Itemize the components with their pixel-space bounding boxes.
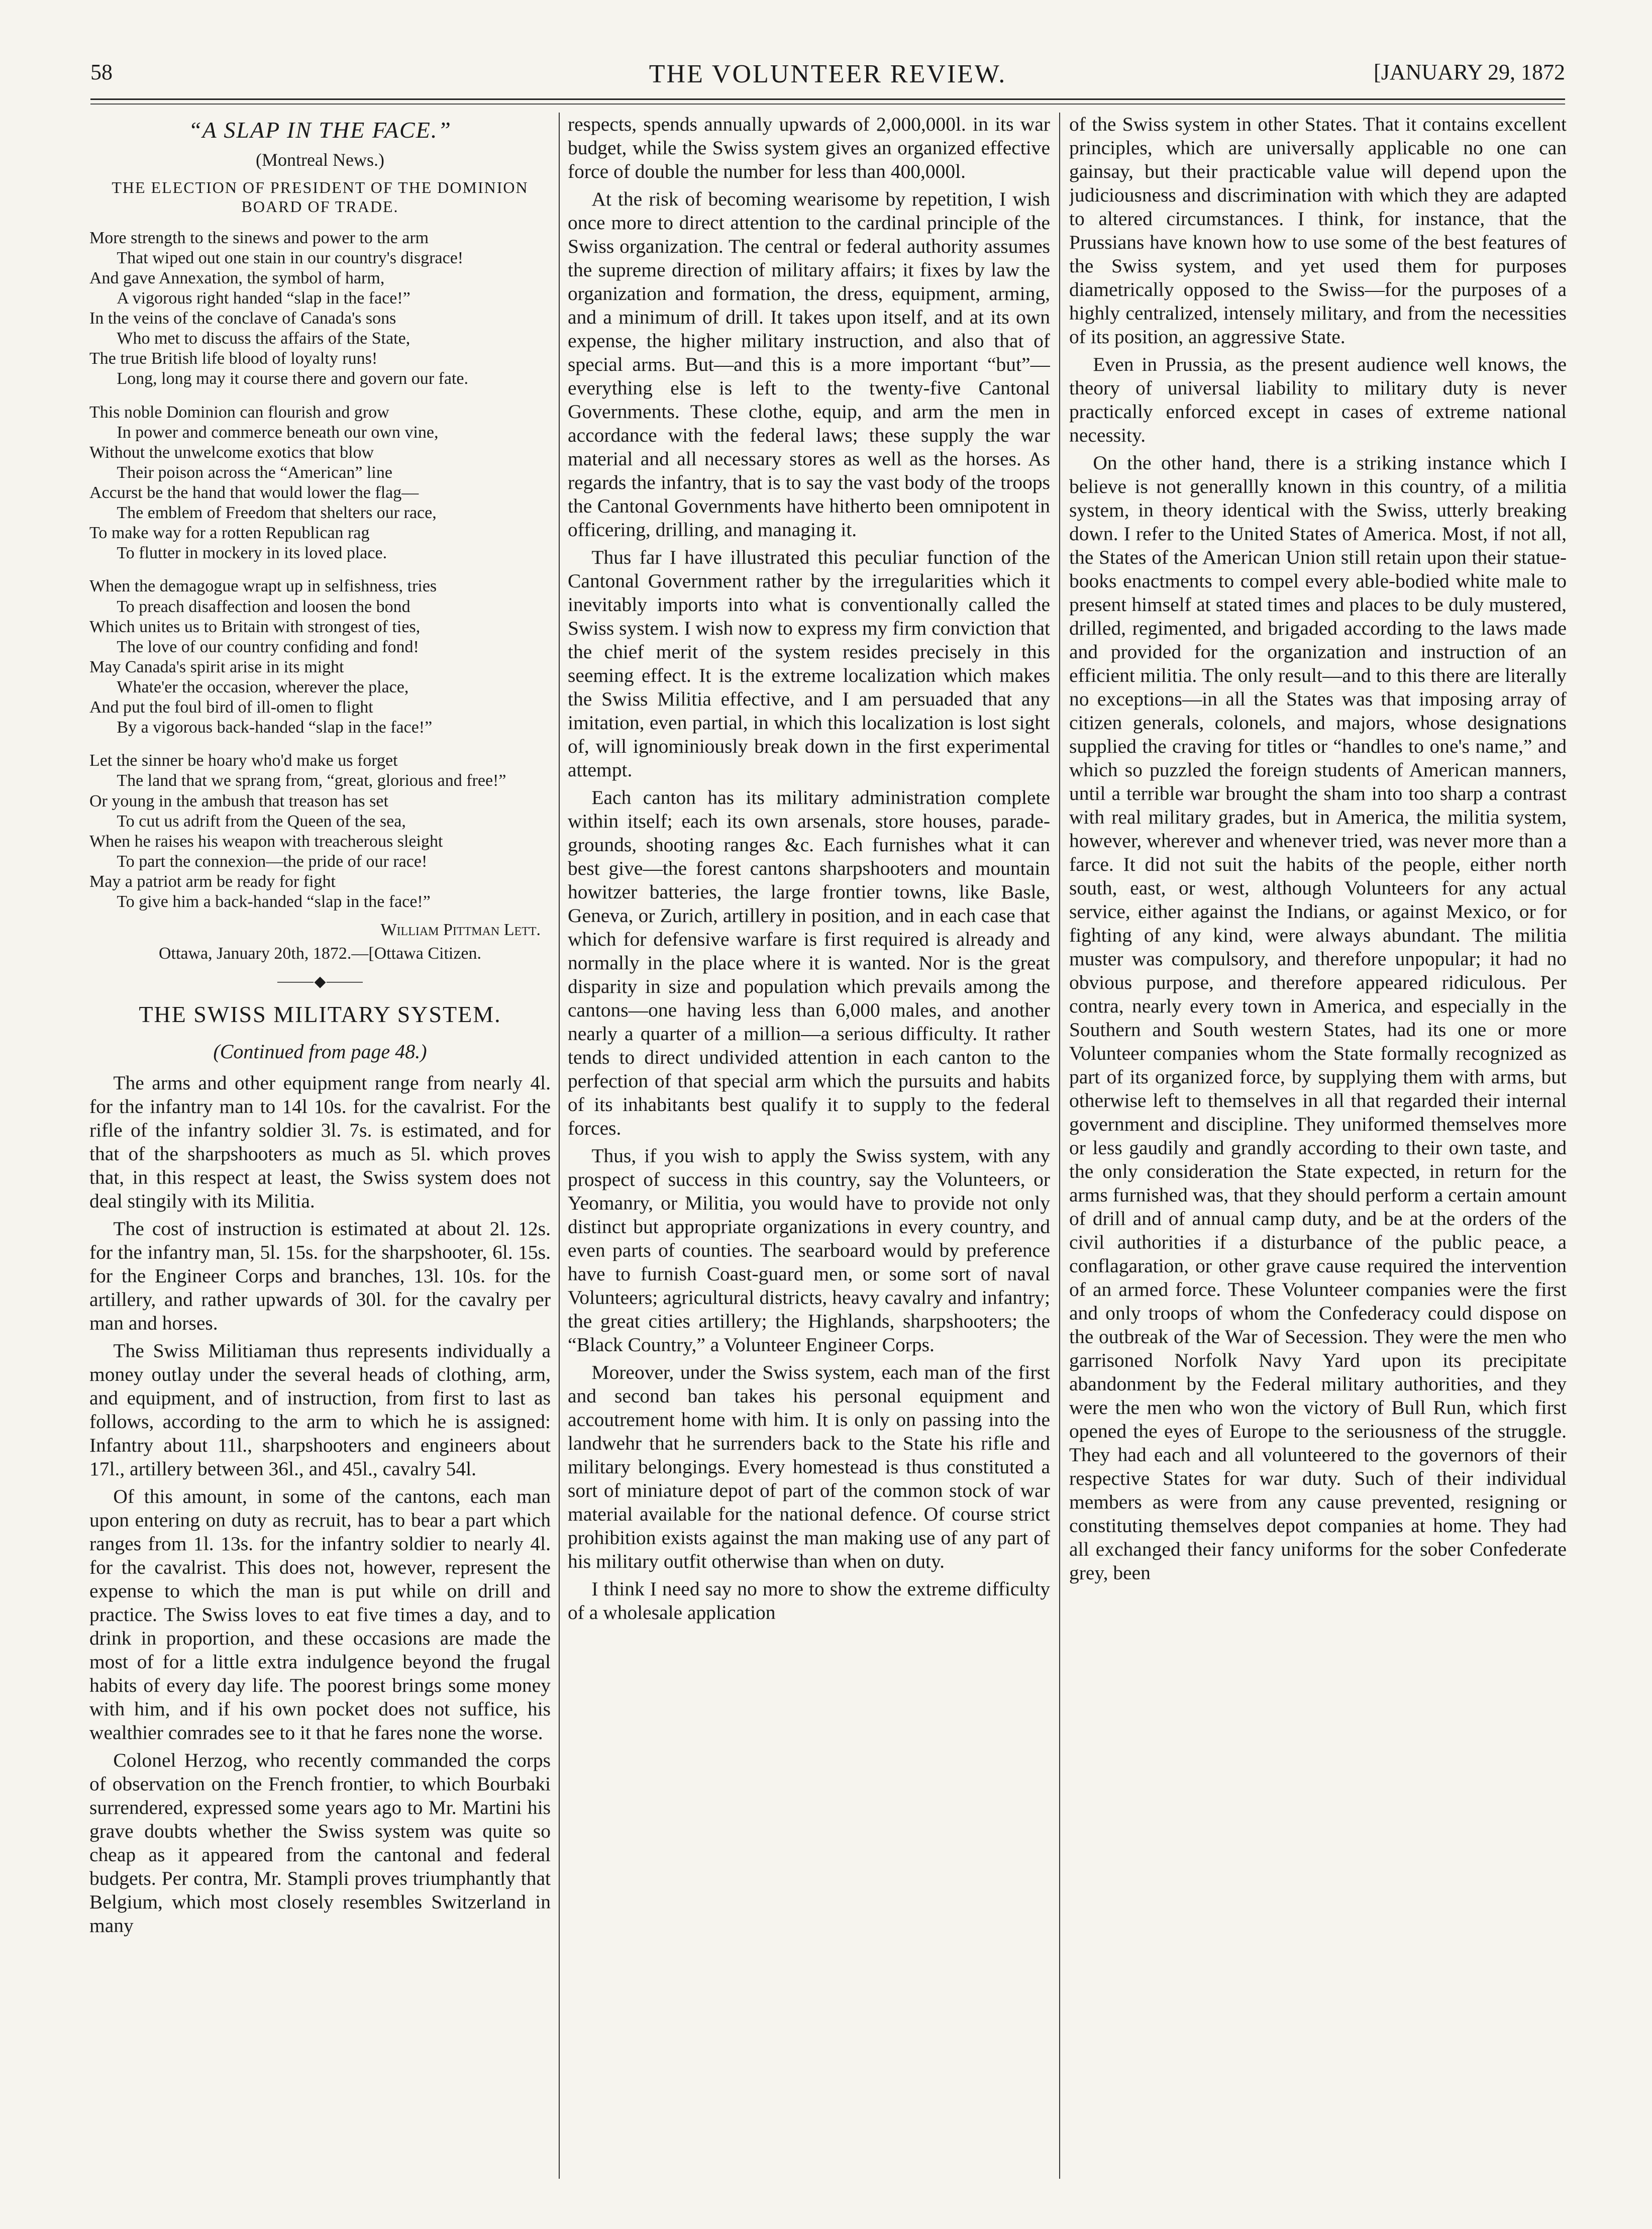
poem-line: By a vigorous back-handed “slap in the face!” <box>117 718 433 737</box>
poem-line: That wiped out one stain in our country's disgrace! <box>117 248 464 267</box>
poem-line: Let the sinner be hoary who'd make us forget <box>89 751 398 770</box>
poem-line: Whate'er the occasion, wherever the place, <box>117 678 409 697</box>
article-paragraph: Thus far I have illustrated this peculiar function of the Cantonal Government rather by the irregularities which it inevitably imports into what is conventionally called the Swiss system. I wish now to express my firm conviction that the chief merit of the system resides precisely in this seeming effect. It is the extreme localization which makes the Swiss Militia effective, and I am persuaded that any imitation, even partial, in which this localization is lost sight of, will ignominiously break down in the first experimental attempt. <box>568 546 1050 781</box>
poem-line: Their poison across the “American” line <box>117 463 392 482</box>
poem-line: In power and commerce beneath our own vine, <box>117 423 439 442</box>
issue-date: [JANUARY 29, 1872 <box>1374 60 1565 84</box>
poem-line: And put the foul bird of ill-omen to flight <box>89 698 373 717</box>
article-paragraph: At the risk of becoming wearisome by repetition, I wish once more to direct attention to the cardinal principle of the Swiss organization. The central or federal authority assumes the supreme direction of military affairs; it fixes by law the organization and formation, the dress, equipment, arming, and a minimum of drill. It takes upon itself, and at its own expense, the higher military instruction, and also that of special arms. But—and this is a more important “but”—everything else is left to the twenty-five Cantonal Governments. These clothe, equip, and arm the men in accordance with the federal laws; these supply the war material and all necessary stores as well as the horses. As regards the infantry, that is to say the vast body of the troops the Cantonal Governments have hitherto been omnipotent in officering, drilling, and managing it. <box>568 188 1050 541</box>
article-title: THE SWISS MILITARY SYSTEM. <box>139 1001 501 1027</box>
publication-title: THE VOLUNTEER REVIEW. <box>649 60 1007 88</box>
poem-line: The emblem of Freedom that shelters our race, <box>117 503 437 523</box>
poem-line: In the veins of the conclave of Canada's sons <box>89 309 396 328</box>
poem-line: May Canada's spirit arise in its might <box>89 657 344 676</box>
poem-title: “A SLAP IN THE FACE.” <box>188 117 452 143</box>
article-paragraph: I think I need say no more to show the extreme difficulty of a wholesale application <box>568 1578 1050 1624</box>
poem-line: Long, long may it course there and govern our fate. <box>117 369 468 388</box>
poem-source: (Montreal News.) <box>256 149 384 170</box>
column-1 <box>89 113 551 2179</box>
article-paragraph: Even in Prussia, as the present audience well knows, the theory of universal liability to military duty is never practically enforced except in cases of extreme national necessity. <box>1069 353 1567 446</box>
column-2 <box>568 113 1050 2179</box>
header-rule-secondary <box>90 104 1565 105</box>
poem-line: When he raises his weapon with treacherous sleight <box>89 832 443 851</box>
article-text-col3 <box>1069 113 1567 1585</box>
poem-line: Which unites us to Britain with strongest of ties, <box>89 617 421 636</box>
column-divider <box>559 113 560 2179</box>
poem-line: The true British life blood of loyalty runs! <box>89 349 378 368</box>
poem-line: More strength to the sinews and power to the arm <box>89 228 429 247</box>
article-paragraph: Thus, if you wish to apply the Swiss system, with any prospect of success in this country, say the Volunteers, or Yeomanry, or Militia, you would have to provide not only distinct but appropriate organizations in every country, and even parts of counties. The searboard would by preference have to furnish Coast-guard men, or some sort of naval Volunteers; agricultural districts, heavy cavalry and infantry; the great cities artillery; the Highlands, sharpshooters; the “Black Country,” a Volunteer Engineer Corps. <box>568 1145 1050 1356</box>
poem-stanza <box>89 228 551 389</box>
poem-line: Or young in the ambush that treason has set <box>89 791 388 810</box>
poem-line: Who met to discuss the affairs of the State, <box>117 329 410 348</box>
poem-line: To part the connexion—the pride of our race! <box>117 852 428 871</box>
article-paragraph: Colonel Herzog, who recently commanded the corps of observation on the French frontier, to which Bourbaki surrendered, expressed some years ago to Mr. Martini his grave doubts whether the Swiss system was quite so cheap as it appeared from the cantonal and federal budgets. Per contra, Mr. Stampli proves triumphantly that Belgium, which most closely resembles Switzerland in many <box>89 1749 551 1937</box>
header-rule <box>90 98 1565 100</box>
poem-line: And gave Annexation, the symbol of harm, <box>89 268 385 287</box>
poem-author: William Pittman Lett. <box>380 921 541 940</box>
article-paragraph: Moreover, under the Swiss system, each man of the first and second ban takes his personal equipment and accoutrement home with him. It is only on passing into the landwehr that he surrenders back to the State his rifle and military belongings. Every homestead is thus constituted a sort of miniature depot of part of the common stock of war material available for the national defence. Of course strict prohibition exists against the man making use of any part of his military outfit otherwise than when on duty. <box>568 1361 1050 1572</box>
article-text-col1 <box>89 1071 551 1938</box>
article-paragraph: The arms and other equipment range from nearly 4l. for the infantry man to 14l 10s. for the cavalrist. For the rifle of the infantry soldier 3l. 7s. is estimated, and for that of the sharpshooters as much as 5l. which proves that, in this respect at least, the Swiss system does not deal stingily with its Militia. <box>89 1072 551 1212</box>
poem-line: The land that we sprang from, “great, glorious and free!” <box>117 771 506 790</box>
poem-stanza <box>89 576 551 738</box>
article-text-col2 <box>568 113 1050 1625</box>
poem-occasion: THE ELECTION OF PRESIDENT OF THE DOMINION BOARD OF TRADE. <box>112 178 529 216</box>
poem-line: To cut us adrift from the Queen of the sea, <box>117 812 406 831</box>
ornament-separator: ⸻◆⸻ <box>276 973 364 990</box>
poem-line: A vigorous right handed “slap in the face!” <box>117 289 410 308</box>
poem-dateline: Ottawa, January 20th, 1872.—[Ottawa Citizen. <box>158 944 482 963</box>
poem-body <box>89 228 551 913</box>
poem-line: Accurst be the hand that would lower the flag— <box>89 483 419 502</box>
article-paragraph: respects, spends annually upwards of 2,000,000l. in its war budget, while the Swiss system gives an organized effective force of double the number for less than 400,000l. <box>568 113 1050 182</box>
poem-line: Without the unwelcome exotics that blow <box>89 443 374 462</box>
poem-stanza <box>89 402 551 564</box>
page-header <box>90 59 1565 115</box>
poem-stanza <box>89 751 551 912</box>
article-paragraph: The cost of instruction is estimated at about 2l. 12s. for the infantry man, 5l. 15s. for the sharpshooter, 6l. 15s. for the Engineer Corps and branches, 13l. 10s. for the artillery, and rather upwards of 30l. for the cavalry per man and horses. <box>89 1218 551 1335</box>
column-divider <box>1059 113 1060 2179</box>
article-paragraph: Each canton has its military administration complete within itself; each its own arsenals, store houses, parade-grounds, shooting ranges &c. Each furnishes what it can best give—the forest cantons sharpshooters and mountain howitzer batteries, the large frontier towns, like Basle, Geneva, or Zurich, artillery in position, and in each case that which for defensive warfare is first required is already and normally in the place where it is wanted. Nor is the great disparity in size and population which prevails among the cantons—one having less than 6,000 males, and another nearly a quarter of a million—a serious difficulty. It rather tends to direct undivided attention in each canton to the perfection of that special arm which the pursuits and habits of its inhabitants best qualify it to supply to the federal forces. <box>568 786 1050 1139</box>
poem-line: May a patriot arm be ready for fight <box>89 872 336 891</box>
article-paragraph: of the Swiss system in other States. That it contains excellent principles, which are universally applicable no one can gainsay, but their practicable value will depend upon the judiciousness and discrimination with which they are adapted to altered circumstances. I think, for instance, that the Prussians have known how to use some of the best features of the Swiss system, and yet used them for purposes diametrically opposed to the Swiss—for the purposes of a highly centralized, intensely military, and from the necessities of its position, an aggressive State. <box>1069 113 1567 348</box>
poem-line: The love of our country confiding and fond! <box>117 637 419 656</box>
poem-line: To flutter in mockery in its loved place. <box>117 544 387 563</box>
article-paragraph: Of this amount, in some of the cantons, each man upon entering on duty as recruit, has to bear a part which ranges from 1l. 13s. for the infantry soldier to nearly 4l. for the cavalrist. This does not, however, represent the expense to which the man is put while on drill and practice. The Swiss loves to eat five times a day, and to drink in proportion, and these occasions are made the most of for a little extra indulgence beyond the frugal habits of every day life. The poorest brings some money with him, and if his own pocket does not suffice, his wealthier comrades see to it that he fares none the worse. <box>89 1485 551 1744</box>
poem-line: This noble Dominion can flourish and grow <box>89 402 389 422</box>
poem-line: When the demagogue wrapt up in selfishness, tries <box>89 577 437 596</box>
poem-line: To make way for a rotten Republican rag <box>89 524 370 543</box>
article-paragraph: The Swiss Militiaman thus represents individually a money outlay under the several heads of clothing, arm, and equipment, and of instruction, from first to last as follows, according to the arm to which he is assigned: Infantry about 11l., sharpshooters and engineers about 17l., artillery between 36l., and 45l., cavalry 54l. <box>89 1340 551 1480</box>
continued-note: (Continued from page 48.) <box>213 1040 427 1063</box>
poem-line: To preach disaffection and loosen the bond <box>117 597 410 616</box>
poem-line: To give him a back-handed “slap in the face!” <box>117 892 431 911</box>
column-3 <box>1069 113 1567 2179</box>
article-paragraph: On the other hand, there is a striking instance which I believe is not generallly known in this country, of a militia system, in theory identical with the Swiss, utterly breaking down. I refer to the United States of America. Most, if not all, the States of the American Union still retain upon their statue-books enactments to compel every able-bodied white male to present himself at stated times and places to be duly mustered, drilled, regimented, and brigaded according to the laws made and provided for the organization and instruction of an efficient militia. The only result—and to this there are literally no exceptions—in all the States was that imposing array of citizen generals, colonels, and majors, whose designations supplied the craving for titles or “handles to one's name,” and which so puzzled the foreign students of American manners, until a terrible war brought the sham into too sharp a contrast with real military grades, but in America, the militia system, however, wherever and whenever tried, was never more than a farce. It did not suit the habits of the people, either north south, east, or west, although Volunteers for any actual service, either against the Indians, or against Mexico, or for fighting of any kind, were always abundant. The militia muster was compulsory, and therefore unpopular; it had no obvious purpose, and therefore appeared ridiculous. Per contra, nearly every town in America, and especially in the Southern and South western States, had its one or more Volunteer companies whom the State formally recognized as part of its organized force, by supplying them with arms, but otherwise left to themselves in all that regarded their internal government and discipline. They uniformed themselves more or less gaudily and grandly according to their own taste, and the only consideration the State expected, in return for the arms furnished was, that they should perform a certain amount of drill and of annual camp duty, and be at the orders of the civil authorities if a disturbance of the public peace, a conflagaration, or other grave cause required the intervention of an armed force. These Volunteer companies were the first and only troops of whom the Confederacy could dispose on the outbreak of the War of Secession. They were the men who garrisoned Norfolk Navy Yard upon its precipitate abandonment by the Federal military authorities, and they were the men who won the victory of Bull Run, which first opened the eyes of Europe to the seriousness of the struggle. They had each and all volunteered to the governors of their respective States for war duty. Such of their individual members as were from any cause prevented, resigning or constituting themselves depot companies at home. They had all exchanged their fancy uniforms for the sober Confederate grey, been <box>1069 452 1567 1584</box>
page-number: 58 <box>90 60 113 84</box>
